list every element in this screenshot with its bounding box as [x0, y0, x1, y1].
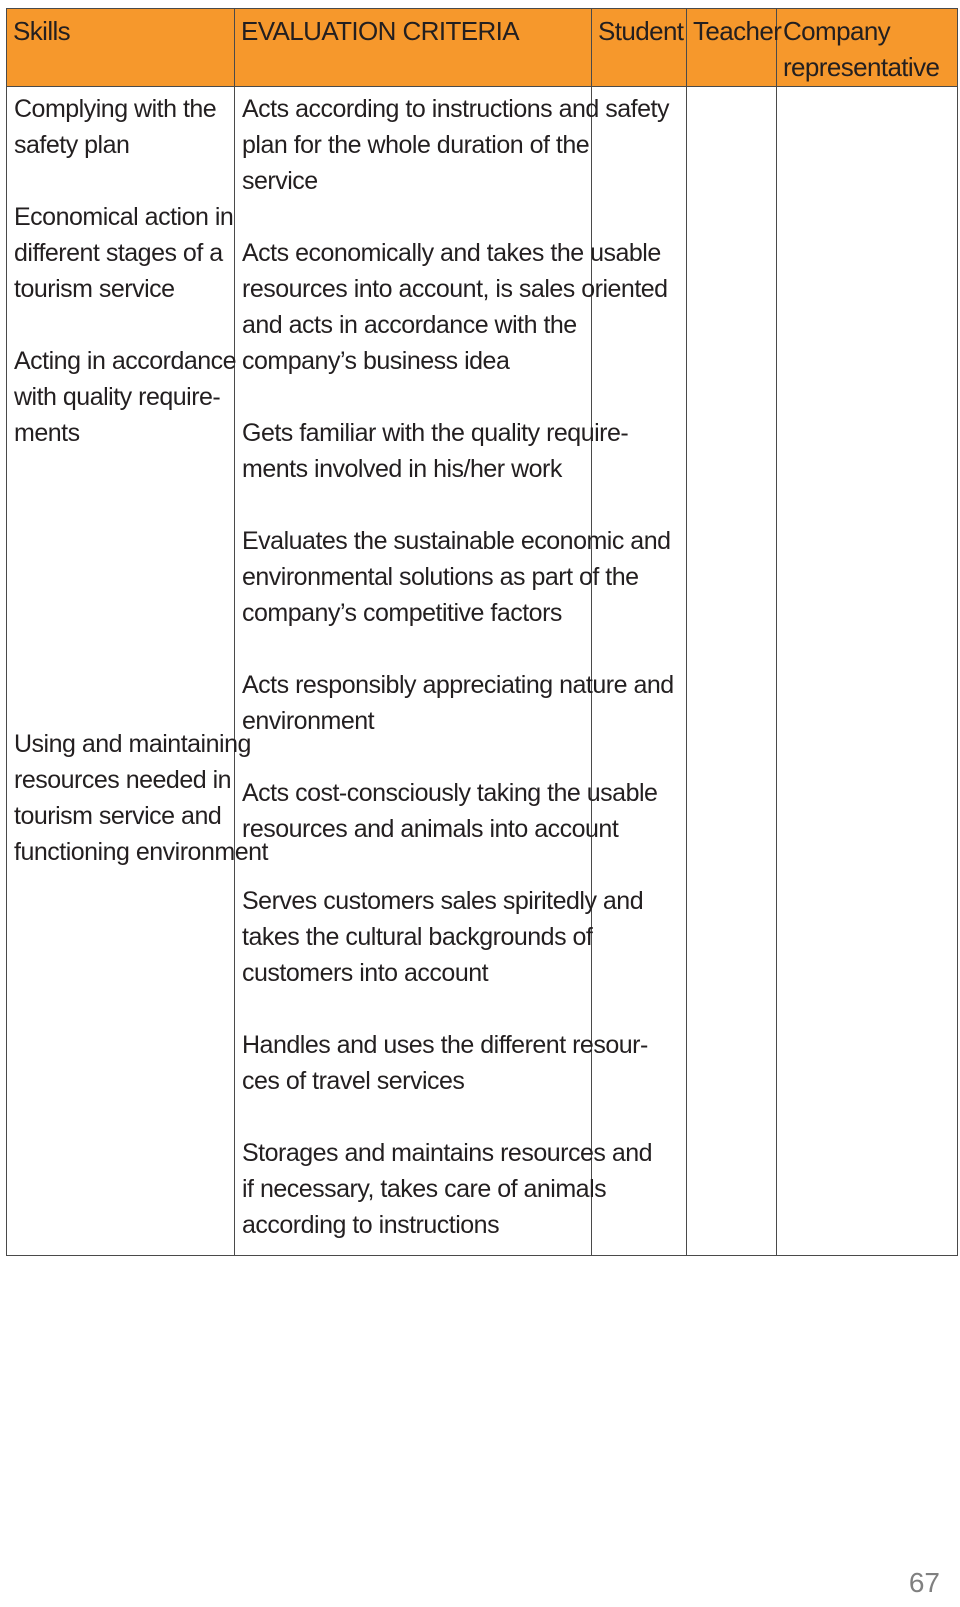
- header-company-representative: [777, 9, 958, 87]
- criterion-item-line: Handles and uses the different resour-: [242, 1031, 648, 1059]
- skill-item: [14, 199, 236, 307]
- criterion-item: [242, 415, 629, 487]
- skill-item-line: resources needed in: [14, 766, 232, 794]
- criterion-item-line: plan for the whole duration of the: [242, 131, 590, 159]
- criterion-item-line: company’s competitive factors: [242, 599, 562, 627]
- skill-item-line: Economical action in: [14, 203, 234, 231]
- company-evaluation-cell[interactable]: [777, 87, 958, 1256]
- criterion-item-line: and acts in accordance with the: [242, 311, 577, 339]
- criterion-item-line: resources and animals into account: [242, 815, 619, 843]
- criterion-item: [242, 775, 658, 847]
- skill-item-line: functioning environment: [14, 838, 268, 866]
- skill-item-line: Using and maintaining: [14, 730, 251, 758]
- criterion-item-line: customers into account: [242, 959, 489, 987]
- skills-cell: [7, 87, 268, 1256]
- skills-group-top: [14, 91, 236, 487]
- skills-group-resources: [14, 726, 268, 906]
- skill-item-line: tourism service and: [14, 802, 222, 830]
- skill-item-line: different stages of a: [14, 239, 223, 267]
- criterion-item: [242, 1135, 653, 1243]
- teacher-evaluation-cell[interactable]: [687, 87, 777, 1256]
- criterion-item-line: if necessary, takes care of animals: [242, 1175, 607, 1203]
- criterion-item-line: according to instructions: [242, 1211, 500, 1239]
- table-row: [7, 87, 958, 1256]
- criterion-item: [242, 91, 669, 199]
- criterion-item-line: Gets familiar with the quality require-: [242, 419, 629, 447]
- criterion-item-line: takes the cultural backgrounds of: [242, 923, 593, 951]
- skill-item-line: safety plan: [14, 131, 130, 159]
- criterion-item-line: Acts economically and takes the usable: [242, 239, 661, 267]
- criterion-item-line: environmental solutions as part of the: [242, 563, 639, 591]
- criteria-cell: [235, 87, 674, 1256]
- criterion-item: [242, 883, 644, 991]
- skill-item: [14, 91, 236, 163]
- criterion-item-line: ments involved in his/her work: [242, 455, 562, 483]
- evaluation-table: [6, 8, 958, 1256]
- skill-item-line: ments: [14, 419, 80, 447]
- criterion-item-line: Evaluates the sustainable economic and: [242, 527, 671, 555]
- criterion-item-line: Acts according to instructions and safety: [242, 95, 669, 123]
- skill-item: [14, 343, 236, 451]
- criterion-item-line: Storages and maintains resources and: [242, 1139, 653, 1167]
- criterion-item-line: Acts responsibly appreciating nature and: [242, 671, 674, 699]
- criterion-item-line: Acts cost-consciously taking the usable: [242, 779, 658, 807]
- criterion-item-line: ces of travel services: [242, 1067, 465, 1095]
- table-header-row: [7, 9, 958, 87]
- criterion-item-line: service: [242, 167, 318, 195]
- criterion-item: [242, 235, 668, 379]
- criterion-item-line: resources into account, is sales oriented: [242, 275, 668, 303]
- criterion-item: [242, 667, 674, 739]
- skill-item: [14, 726, 268, 870]
- skill-item-line: with quality require-: [14, 383, 221, 411]
- header-evaluation-criteria: EVALUATION CRITERIA: [235, 9, 592, 87]
- header-student: Student: [592, 9, 687, 87]
- criterion-item: [242, 523, 671, 631]
- skill-item-line: tourism service: [14, 275, 175, 303]
- criterion-item: [242, 1027, 648, 1099]
- header-teacher: Teacher: [687, 9, 777, 87]
- criterion-item-line: environment: [242, 707, 375, 735]
- criterion-item-line: company’s business idea: [242, 347, 510, 375]
- criterion-item-line: Serves customers sales spiritedly and: [242, 887, 644, 915]
- header-company-line: Company: [783, 16, 891, 46]
- skill-item-line: Complying with the: [14, 95, 217, 123]
- skill-item-line: Acting in accordance: [14, 347, 237, 375]
- header-representative-line: representative: [783, 52, 940, 82]
- header-skills: Skills: [7, 9, 235, 87]
- page-number: 67: [908, 1567, 940, 1598]
